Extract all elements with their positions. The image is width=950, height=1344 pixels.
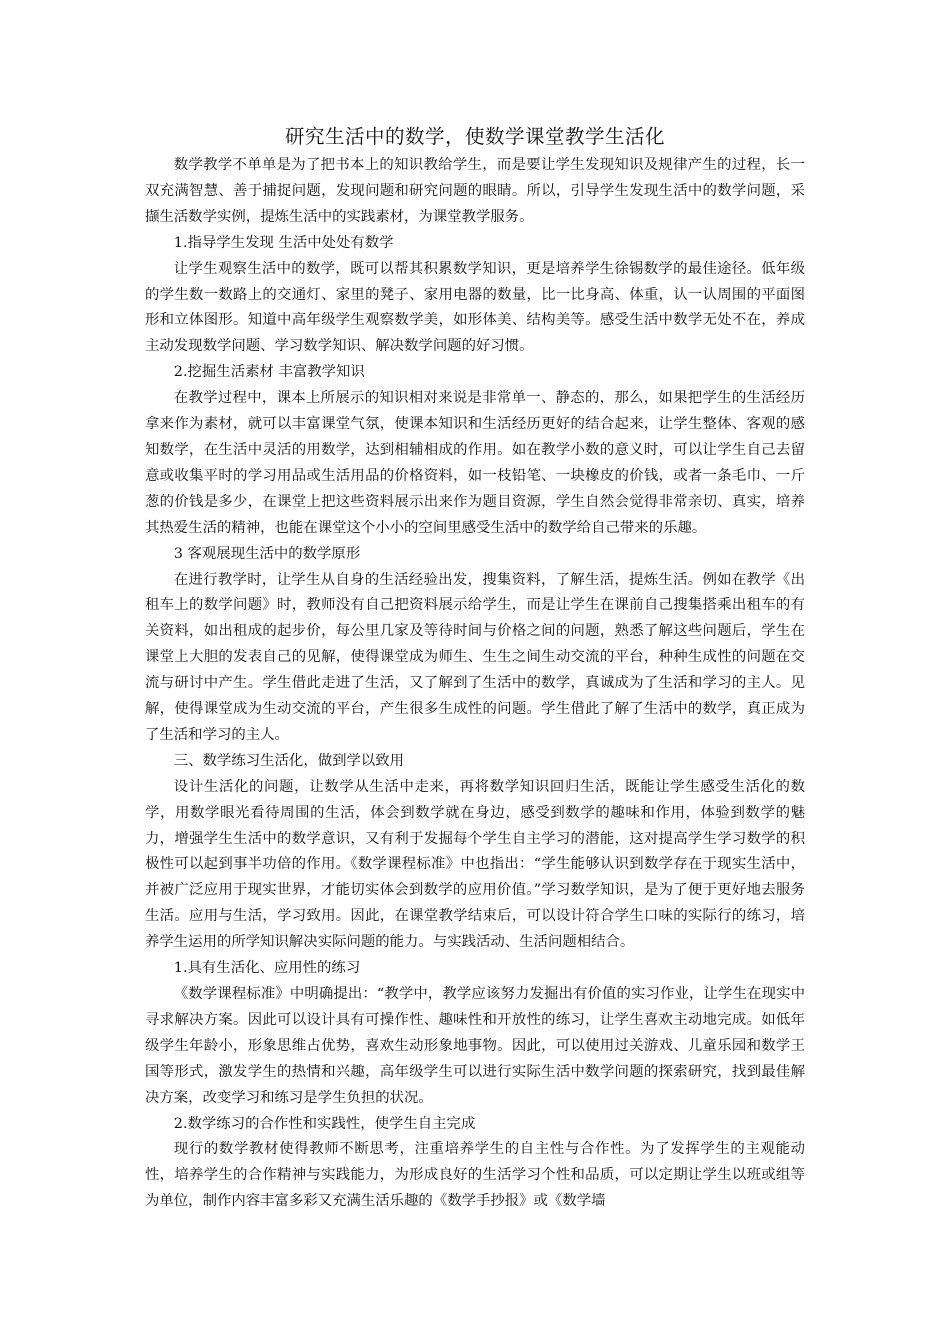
document-page xyxy=(145,120,805,1215)
paragraph-life-materials: 在教学过程中，课本上所展示的知识相对来说是非常单一、静态的，那么，如果把学生的生活经历拿来作为素材，就可以丰富课堂气氛，使课本知识和生活经历更好的结合起来，让学生整体、客观的感知数学，在生活中灵活的用数学，达到相辅相成的作用。如在教学小数的意义时，可以让学生自己去留意或收集平时的学习用品或生活用品的价格资料，如一枝铅笔、一块橡皮的价钱，或者一条毛巾、一斤葱的价钱是多少，在课堂上把这些资料展示出来作为题目资源，学生自然会觉得非常亲切、真实，培养其热爱生活的精神，也能在课堂这个小小的空间里感受生活中的数学给自己带来的乐趣。 xyxy=(145,390,805,536)
paragraph-life-problems: 设计生活化的问题，让数学从生活中走来，再将数学知识回归生活，既能让学生感受生活化的数学，用数学眼光看待周围的生活，体会到数学就在身边，感受到数学的趣味和作用，体验到数学的魅力，增强学生生活中的数学意识，又有利于发掘每个学生自主学习的潜能，这对提高学生学习数学的积极性可以起到事半功倍的作用。《数学课程标准》中也指出：“学生能够认识到数学存在于现实生活中，并被广泛应用于现实世界，才能切实体会到数学的应用价值。”学习数学知识，是为了便于更好地去服务生活。应用与生活，学习致用。因此，在课堂教学结束后，可以设计符合学生口味的实际行的练习，培养学生运用的所学知识解决实际问题的能力。与实践活动、生活问题相结合。 xyxy=(145,778,805,951)
paragraph-intro: 数学教学不单单是为了把书本上的知识教给学生，而是要让学生发现知识及规律产生的过程，长一双充满智慧、善于捕捉问题，发现问题和研究问题的眼睛。所以，引导学生发现生活中的数学问题，采撷生活数学实例，提炼生活中的实践素材，为课堂教学服务。 xyxy=(145,157,805,225)
subsection-heading-2: 2.数学练习的合作性和实践性，使学生自主完成 xyxy=(173,1115,476,1132)
document-title: 研究生活中的数学，使数学课堂教学生活化 xyxy=(284,125,665,148)
paragraph-taxi-example: 在进行教学时，让学生从自身的生活经验出发，搜集资料，了解生活，提炼生活。例如在教学《出租车上的数学问题》时，教师没有自己把资料展示给学生，而是让学生在课前自己搜集搭乘出租车的有关资料，如出租成的起步价，每公里几家及等待时间与价格之间的问题，熟悉了解这些问题后，学生在课堂上大胆的发表自己的见解，使得课堂成为师生、生生之间生动交流的平台，种种生成性的问题在交流与研讨中产生。学生借此走进了生活，又了解到了生活中的数学，真诚成为了生活和学习的主人。见解，使得课堂成为生动交流的平台，产生很多生成性的问题。学生借此了解了生活中的数学，真正成为了生活和学习的主人。 xyxy=(145,571,805,743)
subsection-heading-1: 1.具有生活化、应用性的练习 xyxy=(173,960,361,977)
section-heading-1: 1.指导学生发现 生活中处处有数学 xyxy=(173,234,394,251)
section-heading-part-3: 三、数学练习生活化，做到学以致用 xyxy=(173,752,405,769)
paragraph-curriculum-standard: 《数学课程标准》中明确提出：“教学中，教学应该努力发掘出有价值的实习作业，让学生在现实中寻求解决方案。因此可以设计具有可操作性、趣味性和开放性的练习，让学生喜欢主动地完成。如低年级学生年龄小，形象思维占优势，喜欢生动形象地事物。因此，可以使用过关游戏、儿童乐园和数学王国等形式，激发学生的热情和兴趣，高年级学生可以进行实际生活中数学问题的探索研究，找到最佳解决方案，改变学习和练习是学生负担的状况。 xyxy=(145,986,805,1106)
section-heading-2: 2.挖掘生活素材 丰富教学知识 xyxy=(173,364,365,381)
section-heading-3: 3 客观展现生活中的数学原形 xyxy=(173,545,361,562)
paragraph-cooperation: 现行的数学教材使得教师不断思考，注重培养学生的自主性与合作性。为了发挥学生的主观能动性，培养学生的合作精神与实践能力，为形成良好的生活学习个性和品质，可以定期让学生以班或组等为单位，制作内容丰富多彩又充满生活乐趣的《数学手抄报》或《数学墙 xyxy=(145,1141,805,1210)
paragraph-observe-math: 让学生观察生活中的数学，既可以帮其积累数学知识，更是培养学生徐锡数学的最佳途径。低年级的学生数一数路上的交通灯、家里的凳子、家用电器的数量，比一比身高、体重，认一认周围的平面图形和立体图形。知道中高年级学生观察数学美，如形体美、结构美等。感受生活中数学无处不在，养成主动发现数学问题、学习数学知识、解决数学问题的好习惯。 xyxy=(145,260,805,355)
